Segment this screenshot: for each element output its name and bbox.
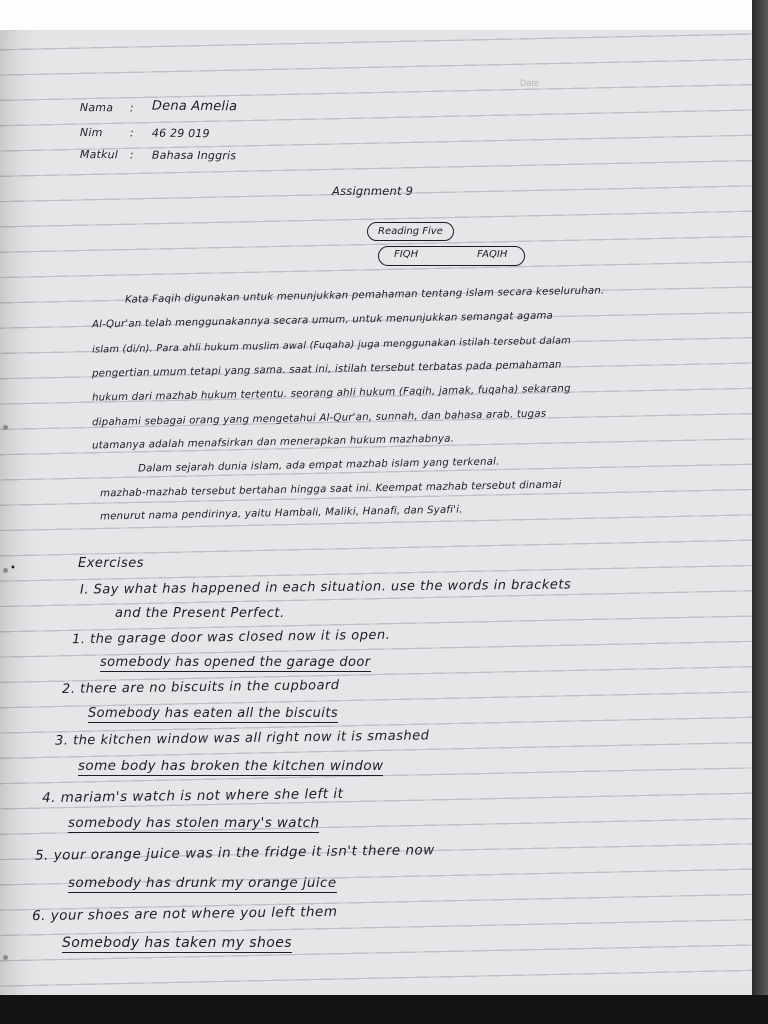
- reading-cloud-top: Reading Five: [367, 222, 454, 241]
- exercise-answer: Somebody has eaten all the biscuits: [88, 706, 338, 721]
- background-bottom: [0, 995, 768, 1024]
- nim-value: 46 29 019: [151, 126, 210, 141]
- assignment-title: Assignment 9: [332, 184, 414, 198]
- reading-line: pengertian umum tetapi yang sama. saat ini, istilah tersebut terbatas pada pemahaman: [91, 359, 562, 380]
- cloud-right-term: FAQIH: [477, 249, 508, 260]
- background-edge: [752, 0, 768, 1024]
- exercise-answer: Somebody has taken my shoes: [62, 935, 292, 951]
- exercise-question: 6. your shoes are not where you left them: [31, 903, 338, 925]
- margin-tick: •: [10, 563, 16, 574]
- reading-line: dipahami sebagai orang yang mengetahui Al-Qur'an, sunnah, dan bahasa arab. tugas: [91, 408, 547, 429]
- instruction-line: and the Present Perfect.: [115, 606, 285, 621]
- course-value: Bahasa Inggris: [151, 148, 237, 163]
- reading-line: utamanya adalah menafsirkan dan menerapkan hukum mazhabnya.: [91, 433, 455, 452]
- instruction-line: I. Say what has happened in each situation. use the words in brackets: [79, 577, 572, 598]
- reading-line: Al-Qur'an telah menggunakannya secara umum, untuk menunjukkan semangat agama: [91, 310, 554, 331]
- course-key: Matkul: [79, 148, 119, 162]
- date-label: Date: [520, 78, 540, 88]
- reading-line: mazhab-mazhab tersebut bertahan hingga saat ini. Keempat mazhab tersebut dinamai: [99, 479, 562, 500]
- binding-hole: [3, 425, 8, 430]
- reading-line: Kata Faqih digunakan untuk menunjukkan pemahaman tentang islam secara keseluruhan.: [124, 285, 605, 306]
- exercise-answer: somebody has opened the garage door: [100, 655, 371, 670]
- page-top-edge: [0, 0, 768, 30]
- exercise-answer: somebody has stolen mary's watch: [68, 815, 320, 831]
- exercise-answer: some body has broken the kitchen window: [78, 758, 384, 774]
- reading-line: menurut nama pendirinya, yaitu Hambali, Maliki, Hanafi, dan Syafi'i.: [99, 504, 463, 523]
- binding-hole: [3, 955, 8, 960]
- name-value: Dena Amelia: [151, 98, 238, 115]
- reading-line: Dalam sejarah dunia islam, ada empat mazhab islam yang terkenal.: [137, 456, 500, 475]
- exercise-question: 4. mariam's watch is not where she left it: [41, 785, 344, 807]
- exercise-question: 3. the kitchen window was all right now it is smashed: [54, 728, 430, 749]
- reading-line: islam (di/n). Para ahli hukum muslim awal (Fuqaha) juga menggunakan istilah tersebut dalam: [91, 335, 572, 356]
- binding-hole: [3, 568, 8, 573]
- separator: :: [129, 126, 134, 140]
- exercise-answer: somebody has drunk my orange juice: [68, 875, 337, 891]
- reading-cloud-bottom: [378, 246, 525, 266]
- reading-line: hukum dari mazhab hukum tertentu. seorang ahli hukum (Faqih, jamak, fuqaha) sekarang: [91, 383, 571, 404]
- exercise-question: 1. the garage door was closed now it is open.: [71, 627, 391, 648]
- exercise-question: 5. your orange juice was in the fridge it isn't there now: [34, 842, 435, 864]
- separator: :: [129, 101, 134, 115]
- separator: :: [129, 148, 134, 162]
- nim-key: Nim: [79, 126, 103, 140]
- exercises-heading: Exercises: [78, 556, 145, 571]
- name-key: Nama: [79, 101, 114, 115]
- cloud-left-term: FIQH: [394, 249, 419, 260]
- exercise-question: 2. there are no biscuits in the cupboard: [61, 678, 340, 697]
